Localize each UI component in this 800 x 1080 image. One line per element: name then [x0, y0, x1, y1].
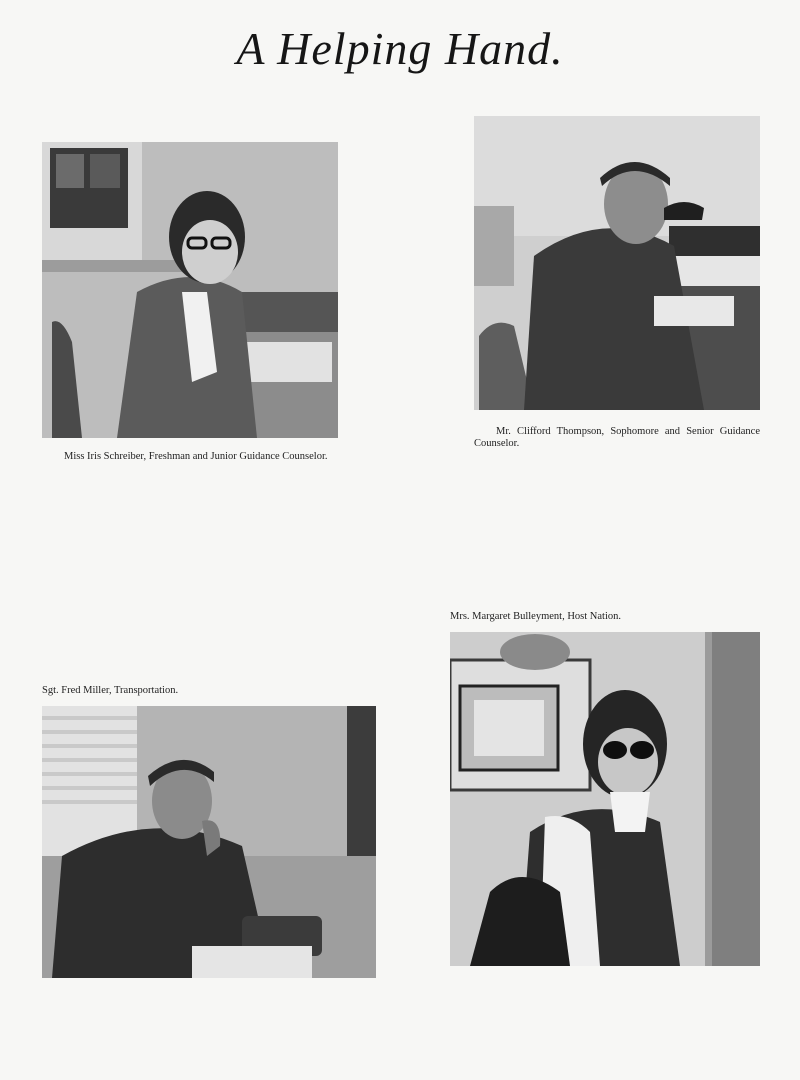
caption-thompson: Mr. Clifford Thompson, Sophomore and Senior Guidance Counselor. [474, 426, 760, 449]
caption-bulleyment: Mrs. Margaret Bulleyment, Host Nation. [450, 611, 621, 622]
caption-schreiber: Miss Iris Schreiber, Freshman and Junior Guidance Counselor. [64, 451, 328, 462]
caption-miller: Sgt. Fred Miller, Transportation. [42, 685, 179, 696]
photo-thompson [474, 116, 760, 410]
photo-miller [42, 706, 376, 978]
page-title: A Helping Hand. [236, 23, 564, 74]
photo-schreiber [42, 142, 338, 438]
photo-bulleyment [450, 632, 760, 966]
